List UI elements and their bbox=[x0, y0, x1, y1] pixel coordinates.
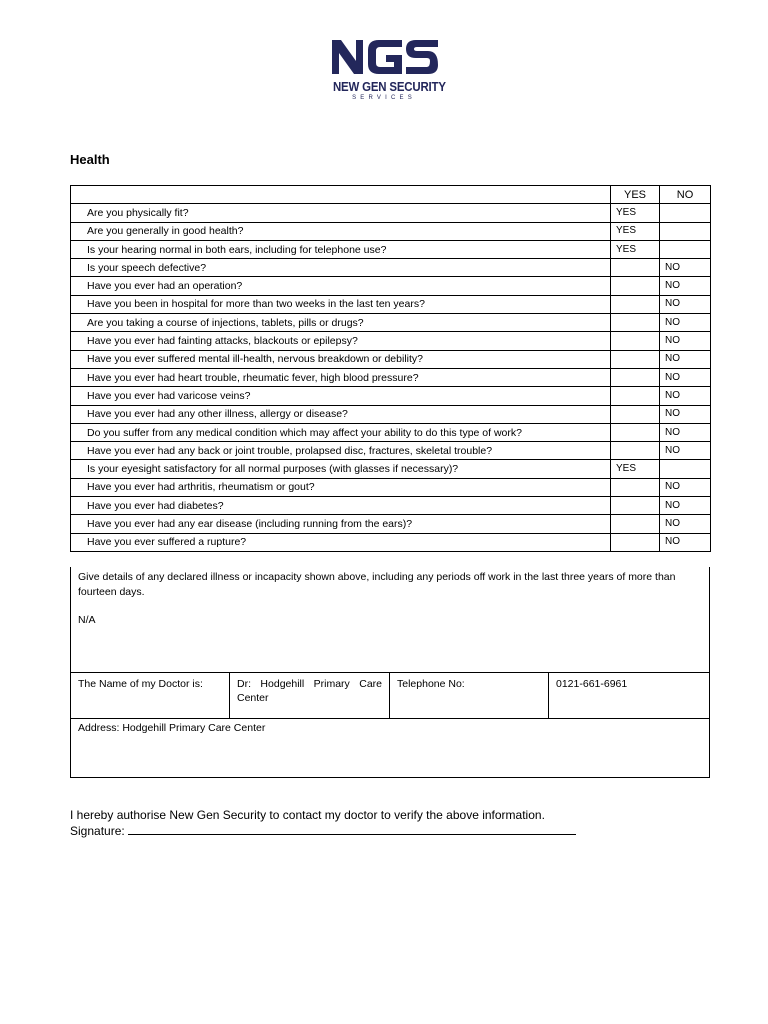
no-answer-cell[interactable]: NO bbox=[660, 533, 711, 551]
question-cell: Have you been in hospital for more than two weeks in the last ten years? bbox=[71, 295, 611, 313]
yes-answer-cell[interactable] bbox=[611, 497, 660, 515]
authorisation-statement: I hereby authorise New Gen Security to contact my doctor to verify the above information. bbox=[70, 808, 545, 822]
signature-line[interactable] bbox=[128, 824, 576, 835]
yes-answer-cell[interactable] bbox=[611, 515, 660, 533]
no-answer-cell[interactable]: NO bbox=[660, 423, 711, 441]
question-cell: Are you generally in good health? bbox=[71, 222, 611, 240]
doctor-address[interactable]: Address: Hodgehill Primary Care Center bbox=[78, 722, 266, 734]
table-row bbox=[71, 497, 711, 515]
question-cell: Have you ever had any back or joint trouble, prolapsed disc, fractures, skeletal trouble? bbox=[71, 442, 611, 460]
logo-subtitle: SERVICES bbox=[352, 95, 416, 101]
table-row bbox=[71, 314, 711, 332]
table-row bbox=[71, 368, 711, 386]
yes-answer-cell[interactable] bbox=[611, 295, 660, 313]
table-row bbox=[71, 204, 711, 222]
section-title: Health bbox=[70, 152, 110, 167]
yes-answer-cell[interactable] bbox=[611, 533, 660, 551]
no-column-header: NO bbox=[660, 186, 711, 204]
no-answer-cell[interactable]: NO bbox=[660, 332, 711, 350]
table-row bbox=[71, 442, 711, 460]
table-row bbox=[71, 240, 711, 258]
telephone-value[interactable]: 0121-661-6961 bbox=[556, 678, 628, 690]
table-row bbox=[71, 405, 711, 423]
no-answer-cell[interactable]: NO bbox=[660, 277, 711, 295]
no-answer-cell[interactable]: NO bbox=[660, 295, 711, 313]
no-answer-cell[interactable]: NO bbox=[660, 350, 711, 368]
no-answer-cell[interactable]: NO bbox=[660, 405, 711, 423]
table-header-row bbox=[71, 186, 711, 204]
question-cell: Do you suffer from any medical condition which may affect your ability to do this type of work? bbox=[71, 423, 611, 441]
table-row bbox=[71, 259, 711, 277]
details-section bbox=[70, 567, 710, 778]
table-row bbox=[71, 350, 711, 368]
yes-answer-cell[interactable] bbox=[611, 332, 660, 350]
question-cell: Are you physically fit? bbox=[71, 204, 611, 222]
question-cell: Is your eyesight satisfactory for all normal purposes (with glasses if necessary)? bbox=[71, 460, 611, 478]
yes-answer-cell[interactable]: YES bbox=[611, 222, 660, 240]
yes-answer-cell[interactable] bbox=[611, 478, 660, 496]
telephone-label: Telephone No: bbox=[390, 673, 549, 718]
no-answer-cell[interactable]: NO bbox=[660, 497, 711, 515]
yes-answer-cell[interactable] bbox=[611, 259, 660, 277]
no-answer-cell[interactable] bbox=[660, 222, 711, 240]
no-answer-cell[interactable]: NO bbox=[660, 259, 711, 277]
yes-answer-cell[interactable] bbox=[611, 368, 660, 386]
logo-company-name: NEW GEN SECURITY bbox=[332, 79, 446, 94]
yes-answer-cell[interactable] bbox=[611, 405, 660, 423]
table-row bbox=[71, 478, 711, 496]
ngs-logo-mark bbox=[328, 36, 440, 76]
table-row bbox=[71, 423, 711, 441]
table-row bbox=[71, 222, 711, 240]
header-blank-cell bbox=[71, 186, 611, 204]
no-answer-cell[interactable]: NO bbox=[660, 314, 711, 332]
details-prompt: Give details of any declared illness or incapacity shown above, including any periods off work in the last three years of more than fourteen days. bbox=[78, 571, 676, 598]
doctor-value[interactable]: Dr: Hodgehill Primary Care Center bbox=[230, 673, 390, 718]
question-cell: Have you ever suffered a rupture? bbox=[71, 533, 611, 551]
no-answer-cell[interactable] bbox=[660, 240, 711, 258]
yes-answer-cell[interactable] bbox=[611, 277, 660, 295]
question-cell: Is your speech defective? bbox=[71, 259, 611, 277]
health-questionnaire-table bbox=[70, 185, 711, 552]
yes-answer-cell[interactable]: YES bbox=[611, 240, 660, 258]
question-cell: Have you ever had diabetes? bbox=[71, 497, 611, 515]
yes-answer-cell[interactable] bbox=[611, 423, 660, 441]
question-cell: Have you ever had any ear disease (including running from the ears)? bbox=[71, 515, 611, 533]
table-row bbox=[71, 515, 711, 533]
doctor-label: The Name of my Doctor is: bbox=[71, 673, 230, 718]
question-cell: Have you ever had heart trouble, rheumatic fever, high blood pressure? bbox=[71, 368, 611, 386]
question-cell: Have you ever had fainting attacks, blackouts or epilepsy? bbox=[71, 332, 611, 350]
question-cell: Are you taking a course of injections, tablets, pills or drugs? bbox=[71, 314, 611, 332]
table-row bbox=[71, 533, 711, 551]
yes-column-header: YES bbox=[611, 186, 660, 204]
question-cell: Is your hearing normal in both ears, including for telephone use? bbox=[71, 240, 611, 258]
question-cell: Have you ever had any other illness, allergy or disease? bbox=[71, 405, 611, 423]
yes-answer-cell[interactable]: YES bbox=[611, 204, 660, 222]
table-row bbox=[71, 460, 711, 478]
company-logo bbox=[326, 36, 446, 106]
yes-answer-cell[interactable]: YES bbox=[611, 460, 660, 478]
no-answer-cell[interactable]: NO bbox=[660, 442, 711, 460]
signature-row bbox=[70, 823, 576, 839]
question-cell: Have you ever had varicose veins? bbox=[71, 387, 611, 405]
yes-answer-cell[interactable] bbox=[611, 350, 660, 368]
table-row bbox=[71, 387, 711, 405]
no-answer-cell[interactable]: NO bbox=[660, 368, 711, 386]
question-cell: Have you ever had an operation? bbox=[71, 277, 611, 295]
no-answer-cell[interactable] bbox=[660, 460, 711, 478]
yes-answer-cell[interactable] bbox=[611, 314, 660, 332]
no-answer-cell[interactable]: NO bbox=[660, 387, 711, 405]
yes-answer-cell[interactable] bbox=[611, 387, 660, 405]
table-row bbox=[71, 295, 711, 313]
table-row bbox=[71, 277, 711, 295]
yes-answer-cell[interactable] bbox=[611, 442, 660, 460]
question-cell: Have you ever suffered mental ill-health, nervous breakdown or debility? bbox=[71, 350, 611, 368]
table-row bbox=[71, 332, 711, 350]
details-answer[interactable]: N/A bbox=[78, 614, 96, 626]
question-cell: Have you ever had arthritis, rheumatism or gout? bbox=[71, 478, 611, 496]
signature-label: Signature: bbox=[70, 824, 129, 838]
no-answer-cell[interactable]: NO bbox=[660, 515, 711, 533]
doctor-row bbox=[71, 672, 709, 719]
no-answer-cell[interactable] bbox=[660, 204, 711, 222]
no-answer-cell[interactable]: NO bbox=[660, 478, 711, 496]
authorisation-block bbox=[70, 807, 576, 839]
